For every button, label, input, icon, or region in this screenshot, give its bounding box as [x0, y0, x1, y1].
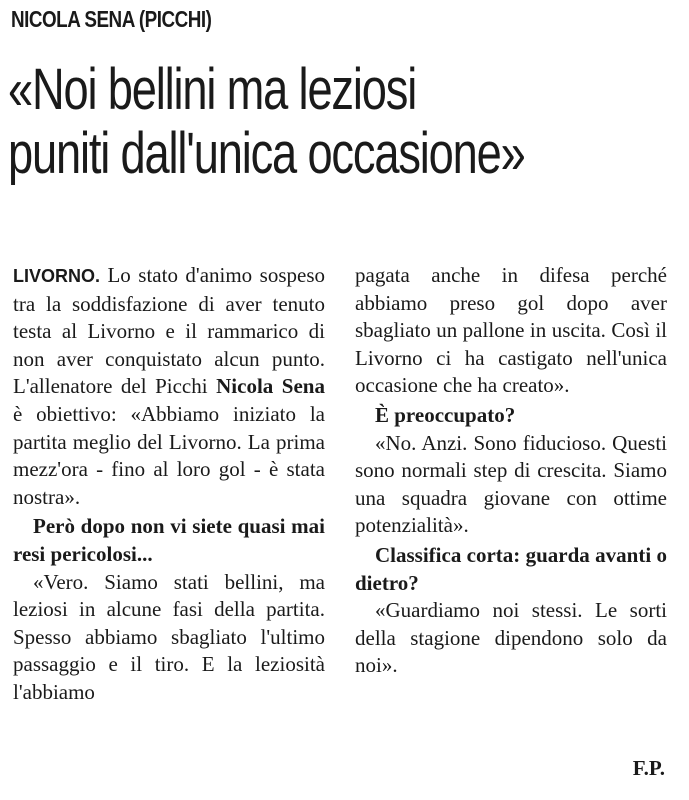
- coach-name: Nicola Sena: [216, 374, 325, 399]
- answer-3: «Guardiamo noi stessi. Le sorti della stagione dipendono solo da noi».: [355, 598, 667, 678]
- article-headline: [8, 58, 648, 186]
- dateline: LIVORNO.: [13, 266, 101, 286]
- article-kicker: NICOLA SENA (PICCHI): [11, 6, 212, 32]
- article-column-left: [13, 262, 325, 707]
- headline-line-2: puniti dall'unica occasione»: [8, 121, 525, 186]
- article-column-right: [355, 262, 667, 680]
- answer-2: «No. Anzi. Sono fiducioso. Questi sono normali step di crescita. Siamo una squadra giovane con ottime potenzialità».: [355, 430, 667, 538]
- answer-1-continued: pagata anche in difesa perché abbiamo preso gol dopo aver sbagliato un pallone in uscita. Così il Livorno ci ha castigato nell'unica occasione che ha creato».: [355, 263, 667, 398]
- answer-1-start: «Vero. Siamo stati bellini, ma leziosi in alcune fasi della partita. Spesso abbiamo sbagliato l'ultimo passaggio e il tiro. E la leziosità l'abbiamo: [13, 569, 325, 704]
- question-1: Però dopo non vi siete quasi mai resi pericolosi...: [13, 514, 325, 566]
- intro-paragraph: [13, 262, 325, 511]
- intro-text-part-2: è obiettivo: «Abbiamo iniziato la partita meglio del Livorno. La prima mezz'ora - fino al loro gol - è stata nostra».: [13, 401, 325, 509]
- headline-line-1: «Noi bellini ma leziosi: [8, 57, 417, 122]
- question-3: Classifica corta: guarda avanti o dietro?: [355, 542, 667, 595]
- author-signature: F.P.: [632, 756, 665, 780]
- intro-text-part-1: Lo stato d'animo sospeso tra la soddisfazione di aver tenuto testa al Livorno e il rammarico di non aver conquistato alcun punto. L'allenatore del Picchi: [13, 263, 325, 399]
- question-2: È preoccupato?: [375, 402, 516, 427]
